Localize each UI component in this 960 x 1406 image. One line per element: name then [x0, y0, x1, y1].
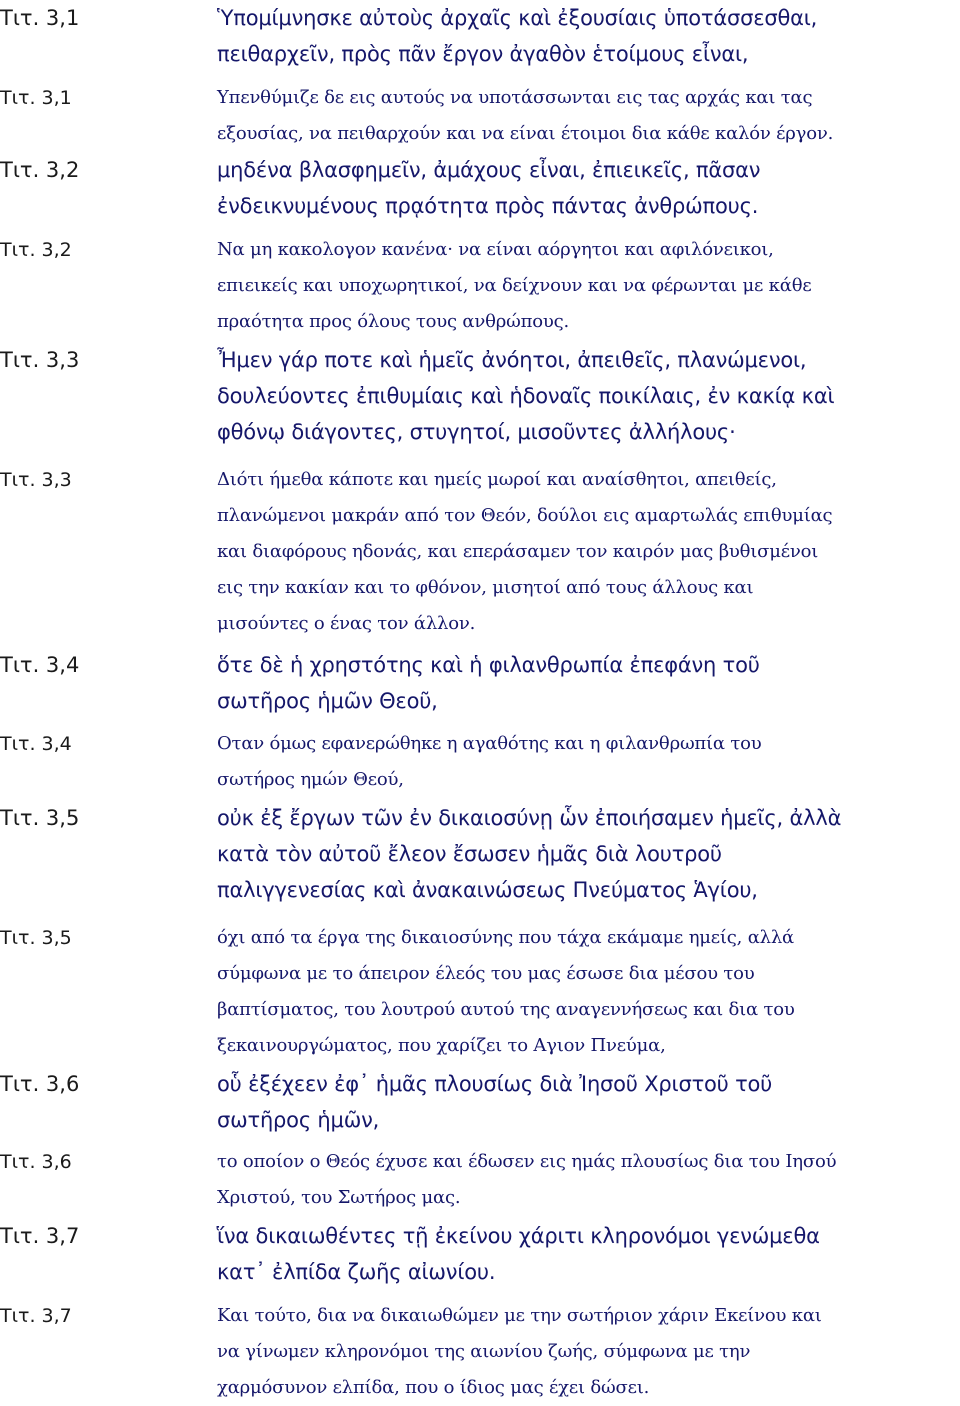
verse-reference: Τιτ. 3,6	[0, 1151, 72, 1173]
verse-line: το οποίον ο Θεός έχυσε και έδωσεν εις ημάς πλουσίως δια του Ιησού	[217, 1151, 837, 1172]
verse-line: Υπενθύμιζε δε εις αυτούς να υποτάσσωνται εις τας αρχάς και τας	[217, 87, 813, 108]
verse-line: σύμφωνα με το άπειρον έλεός του μας έσωσε δια μέσου του	[217, 963, 755, 984]
verse-reference: Τιτ. 3,1	[0, 87, 72, 109]
verse-reference: Τιτ. 3,2	[0, 239, 72, 261]
verse-reference: Τιτ. 3,3	[0, 348, 80, 372]
verse-text-modern	[217, 80, 960, 152]
verse-line: και διαφόρους ηδονάς, και επεράσαμεν τον καιρόν μας βυθισμένοι	[217, 541, 819, 562]
verse-line: Οταν όμως εφανερώθηκε η αγαθότης και η φιλανθρωπία του	[217, 733, 762, 754]
verse-text-ancient	[217, 1066, 960, 1138]
verse-line: σωτήρος ημών Θεού,	[217, 769, 404, 790]
verse-line: χαρμόσυνον ελπίδα, που ο ίδιος μας έχει δώσει.	[217, 1377, 650, 1398]
verse-line: σωτῆρος ἡμῶν,	[217, 1108, 380, 1132]
verse-reference: Τιτ. 3,7	[0, 1224, 80, 1248]
verse-line: να γίνωμεν κληρονόμοι της αιωνίου ζωής, σύμφωνα με την	[217, 1341, 751, 1362]
verse-text-ancient	[217, 0, 960, 72]
verse-line: πλανώμενοι μακράν από τον Θεόν, δούλοι εις αμαρτωλάς επιθυμίας	[217, 505, 833, 526]
verse-line: εις την κακίαν και το φθόνον, μισητοί από τους άλλους και	[217, 577, 754, 598]
verse-line: φθόνῳ διάγοντες, στυγητοί, μισοῦντες ἀλλήλους·	[217, 420, 736, 444]
verse-text-ancient	[217, 342, 960, 450]
verse-text-modern	[217, 1144, 960, 1216]
verse-reference: Τιτ. 3,5	[0, 806, 80, 830]
verse-line: πειθαρχεῖν, πρὸς πᾶν ἔργον ἀγαθὸν ἑτοίμους εἶναι,	[217, 42, 749, 66]
verse-line: πραότητα προς όλους τους ανθρώπους.	[217, 311, 570, 332]
verse-line: οὗ ἐξέχεεν ἐφ᾿ ἡμᾶς πλουσίως διὰ Ἰησοῦ Χριστοῦ τοῦ	[217, 1072, 773, 1096]
verse-line: ἐνδεικνυμένους πρᾳότητα πρὸς πάντας ἀνθρώπους.	[217, 194, 759, 218]
verse-text-modern	[217, 1298, 960, 1406]
verse-line: Χριστού, του Σωτήρος μας.	[217, 1187, 461, 1208]
verse-line: παλιγγενεσίας καὶ ἀνακαινώσεως Πνεύματος Ἁγίου,	[217, 878, 758, 902]
verse-line: Ἦμεν γάρ ποτε καὶ ἡμεῖς ἀνόητοι, ἀπειθεῖς, πλανώμενοι,	[217, 348, 807, 372]
verse-line: Να μη κακολογον κανένα· να είναι αόργητοι και αφιλόνεικοι,	[217, 239, 774, 260]
verse-line: βαπτίσματος, του λουτρού αυτού της αναγεννήσεως και δια του	[217, 999, 795, 1020]
verse-line: μηδένα βλασφημεῖν, ἀμάχους εἶναι, ἐπιεικεῖς, πᾶσαν	[217, 158, 761, 182]
verse-line: ἵνα δικαιωθέντες τῇ ἐκείνου χάριτι κληρονόμοι γενώμεθα	[217, 1224, 820, 1248]
verse-line: επιεικείς και υποχωρητικοί, να δείχνουν και να φέρωνται με κάθε	[217, 275, 812, 296]
verse-reference: Τιτ. 3,3	[0, 469, 72, 491]
verse-reference: Τιτ. 3,7	[0, 1305, 72, 1327]
verse-line: δουλεύοντες ἐπιθυμίαις καὶ ἡδοναῖς ποικίλαις, ἐν κακίᾳ καὶ	[217, 384, 835, 408]
verse-line: ὅτε δὲ ἡ χρηστότης καὶ ἡ φιλανθρωπία ἐπεφάνη τοῦ	[217, 653, 760, 677]
verse-reference: Τιτ. 3,6	[0, 1072, 80, 1096]
verse-line: Και τούτο, δια να δικαιωθώμεν με την σωτήριον χάριν Εκείνου και	[217, 1305, 822, 1326]
verse-line: εξουσίας, να πειθαρχούν και να είναι έτοιμοι δια κάθε καλόν έργον.	[217, 123, 834, 144]
verse-text-ancient	[217, 800, 960, 908]
verse-line: μισούντες ο ένας τον άλλον.	[217, 613, 476, 634]
verse-text-modern	[217, 462, 960, 642]
verse-text-ancient	[217, 1218, 960, 1290]
verse-reference: Τιτ. 3,2	[0, 158, 80, 182]
verse-reference: Τιτ. 3,4	[0, 653, 80, 677]
verse-line: κατ᾿ ἐλπίδα ζωῆς αἰωνίου.	[217, 1260, 496, 1284]
verse-line: όχι από τα έργα της δικαιοσύνης που τάχα εκάμαμε ημείς, αλλά	[217, 927, 795, 948]
verse-text-ancient	[217, 152, 960, 224]
verse-text-ancient	[217, 647, 960, 719]
verse-reference: Τιτ. 3,4	[0, 733, 72, 755]
verse-line: κατὰ τὸν αὐτοῦ ἔλεον ἔσωσεν ἡμᾶς διὰ λουτροῦ	[217, 842, 722, 866]
verse-reference: Τιτ. 3,5	[0, 927, 72, 949]
verse-text-modern	[217, 726, 960, 798]
verse-line: ξεκαινουργώματος, που χαρίζει το Αγιον Πνεύμα,	[217, 1035, 666, 1056]
verse-line: Διότι ήμεθα κάποτε και ημείς μωροί και αναίσθητοι, απειθείς,	[217, 469, 777, 490]
verse-reference: Τιτ. 3,1	[0, 6, 80, 30]
verse-line: οὐκ ἐξ ἔργων τῶν ἐν δικαιοσύνῃ ὧν ἐποιήσαμεν ἡμεῖς, ἀλλὰ	[217, 806, 842, 830]
verse-line: Ὑπομίμνησκε αὐτοὺς ἀρχαῖς καὶ ἐξουσίαις ὑποτάσσεσθαι,	[217, 6, 818, 30]
verse-text-modern	[217, 232, 960, 340]
verse-line: σωτῆρος ἡμῶν Θεοῦ,	[217, 689, 438, 713]
verse-text-modern	[217, 920, 960, 1064]
